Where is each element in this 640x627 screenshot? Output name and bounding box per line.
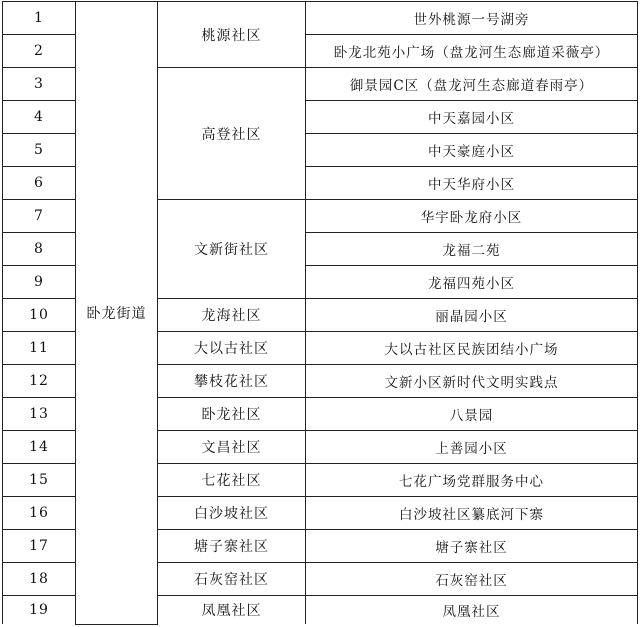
row-number: 4: [3, 101, 76, 134]
row-number: 5: [3, 134, 76, 167]
site-name: 文新小区新时代文明实践点: [306, 365, 638, 398]
site-name: 龙福二苑: [306, 233, 638, 266]
row-number: 7: [3, 200, 76, 233]
community-name: 龙海社区: [158, 299, 306, 332]
community-name: 白沙坡社区: [158, 497, 306, 530]
community-name: 攀枝花社区: [158, 365, 306, 398]
row-number: 15: [3, 464, 76, 497]
community-name: 文新街社区: [158, 200, 306, 299]
row-number: 19: [3, 596, 76, 625]
community-name: 石灰窑社区: [158, 563, 306, 596]
community-name: 桃源社区: [158, 2, 306, 68]
site-name: 上善园小区: [306, 431, 638, 464]
site-name: 大以古社区民族团结小广场: [306, 332, 638, 365]
site-name: 卧龙北苑小广场（盘龙河生态廊道采薇亭）: [306, 35, 638, 68]
site-name: 龙福四苑小区: [306, 266, 638, 299]
row-number: 9: [3, 266, 76, 299]
row-number: 18: [3, 563, 76, 596]
row-number: 17: [3, 530, 76, 563]
site-name: 凤凰社区: [306, 596, 638, 625]
community-name: 凤凰社区: [158, 596, 306, 625]
row-number: 11: [3, 332, 76, 365]
site-name: 中天华府小区: [306, 167, 638, 200]
community-name: 高登社区: [158, 68, 306, 200]
site-name: 世外桃源一号湖旁: [306, 2, 638, 35]
row-number: 3: [3, 68, 76, 101]
community-name: 塘子寨社区: [158, 530, 306, 563]
site-table: [2, 1, 638, 625]
row-number: 12: [3, 365, 76, 398]
site-name: 华宇卧龙府小区: [306, 200, 638, 233]
site-name: 八景园: [306, 398, 638, 431]
row-number: 8: [3, 233, 76, 266]
community-name: 大以古社区: [158, 332, 306, 365]
site-name: 白沙坡社区纂底河下寨: [306, 497, 638, 530]
row-number: 2: [3, 35, 76, 68]
table-row: [3, 2, 638, 35]
row-number: 14: [3, 431, 76, 464]
site-name: 中天豪庭小区: [306, 134, 638, 167]
community-name: 卧龙社区: [158, 398, 306, 431]
site-name: 中天嘉园小区: [306, 101, 638, 134]
site-name: 塘子寨社区: [306, 530, 638, 563]
community-name: 七花社区: [158, 464, 306, 497]
street-name: 卧龙街道: [76, 2, 158, 625]
row-number: 10: [3, 299, 76, 332]
site-name: 七花广场党群服务中心: [306, 464, 638, 497]
row-number: 6: [3, 167, 76, 200]
site-name: 石灰窑社区: [306, 563, 638, 596]
site-name: 丽晶园小区: [306, 299, 638, 332]
row-number: 13: [3, 398, 76, 431]
community-name: 文昌社区: [158, 431, 306, 464]
row-number: 1: [3, 2, 76, 35]
row-number: 16: [3, 497, 76, 530]
site-name: 御景园C区（盘龙河生态廊道春雨亭）: [306, 68, 638, 101]
